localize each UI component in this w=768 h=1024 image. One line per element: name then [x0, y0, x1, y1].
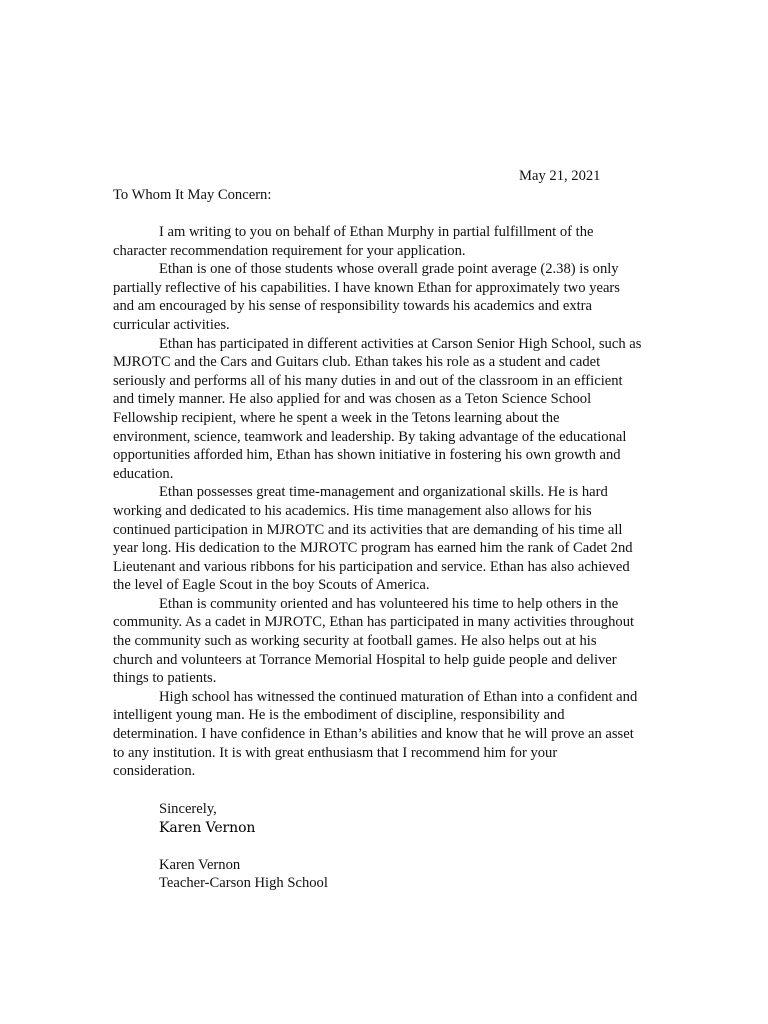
body-line: curricular activities. — [113, 316, 230, 333]
body-line: determination. I have confidence in Ethan’s abilities and know that he will prove an asset — [113, 726, 634, 743]
body-line: Lieutenant and various ribbons for his participation and service. Ethan has also achieved — [113, 558, 630, 575]
body-line: year long. His dedication to the MJROTC program has earned him the rank of Cadet 2nd — [113, 540, 633, 557]
body-line: Ethan has participated in different activities at Carson Senior High School, such as — [159, 335, 642, 352]
body-line: to any institution. It is with great enthusiasm that I recommend him for your — [113, 744, 558, 761]
spacer — [159, 837, 328, 856]
letter-body — [113, 223, 658, 781]
closing-text: Sincerely, — [159, 801, 217, 817]
body-line: High school has witnessed the continued maturation of Ethan into a confident and — [159, 688, 638, 705]
body-line: working and dedicated to his academics. His time management also allows for his — [113, 502, 592, 519]
body-line: church and volunteers at Torrance Memorial Hospital to help guide people and deliver — [113, 651, 617, 668]
body-line: Ethan is one of those students whose overall grade point average (2.38) is only — [159, 261, 619, 278]
body-line: character recommendation requirement for your application. — [113, 242, 466, 259]
body-line: Fellowship recipient, where he spent a week in the Tetons learning about the — [113, 409, 560, 426]
body-line: the community such as working security at football games. He also helps out at his — [113, 633, 597, 650]
body-line: opportunities afforded him, Ethan has shown initiative in fostering his own growth and — [113, 447, 621, 464]
letter-date: May 21, 2021 — [519, 168, 601, 184]
body-line: community. As a cadet in MJROTC, Ethan has participated in many activities throughout — [113, 614, 635, 631]
body-line: seriously and performs all of his many duties in and out of the classroom in an efficient — [113, 372, 623, 389]
body-line: education. — [113, 465, 174, 482]
body-line: the level of Eagle Scout in the boy Scouts of America. — [113, 577, 430, 594]
signer-name: Karen Vernon — [159, 856, 241, 873]
body-line: I am writing to you on behalf of Ethan Murphy in partial fulfillment of the — [159, 224, 594, 240]
closing-block — [159, 800, 328, 893]
body-line: partially reflective of his capabilities. I have known Ethan for approximately two years — [113, 279, 620, 296]
body-line: environment, science, teamwork and leadership. By taking advantage of the educational — [113, 428, 627, 445]
body-line: continued participation in MJROTC and its activities that are demanding of his time all — [113, 521, 623, 538]
body-line: Ethan is community oriented and has volunteered his time to help others in the — [159, 595, 619, 612]
handwritten-signature: Karen Vernon — [159, 819, 256, 836]
body-line: things to patients. — [113, 670, 217, 687]
body-line: Ethan possesses great time-management and organizational skills. He is hard — [159, 484, 608, 501]
body-line: MJROTC and the Cars and Guitars club. Ethan takes his role as a student and cadet — [113, 354, 601, 371]
body-line: and am encouraged by his sense of responsibility towards his academics and extra — [113, 298, 593, 315]
salutation: To Whom It May Concern: — [113, 187, 272, 203]
body-line: and timely manner. He also applied for and was chosen as a Teton Science School — [113, 391, 592, 408]
body-line: consideration. — [113, 763, 196, 780]
signer-title: Teacher-Carson High School — [159, 875, 328, 892]
body-line: intelligent young man. He is the embodiment of discipline, responsibility and — [113, 707, 565, 724]
